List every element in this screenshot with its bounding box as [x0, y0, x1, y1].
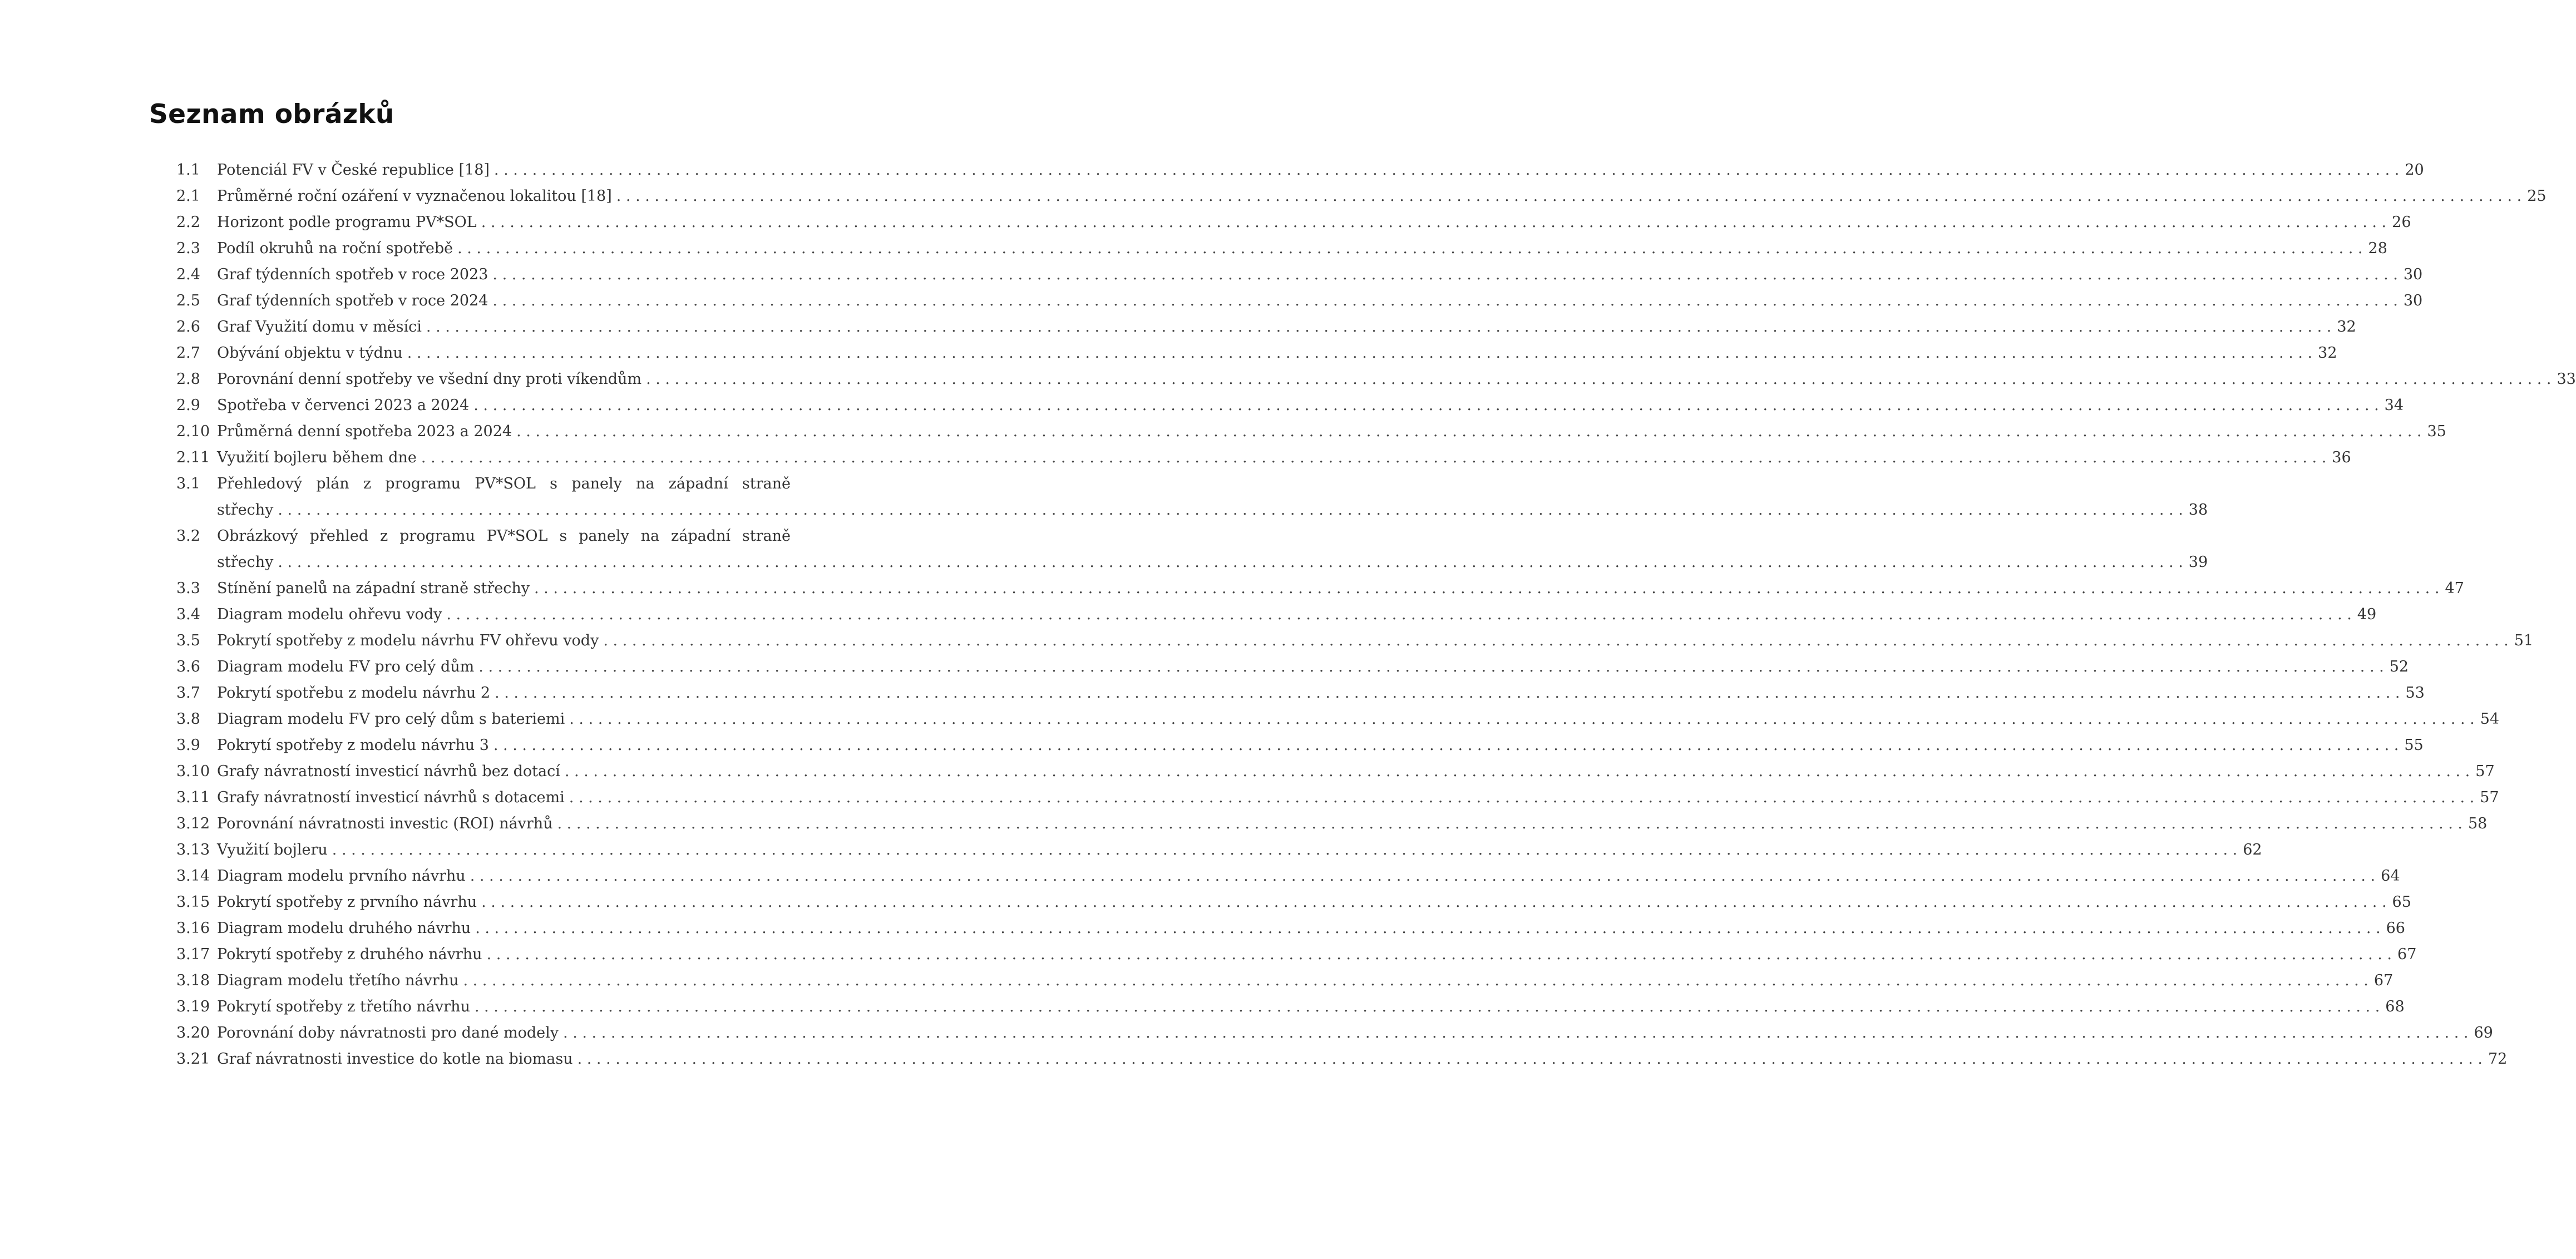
list-of-figures — [176, 157, 2576, 1072]
dot-leader: . . . . . . . . . . . . . . . . . . . . . . . . . . . . . . . . . . . . . . . . . . . . . . . . . . . . . . . . . . . . . . . . . . . . . . . . . . . . . . . . . . . . . . . . . . . . . . . . . . . . . . . . . . . . . . . . . . . . . . . . . . . . . . . . . . . . . . . . . . . . . . . . . . . . . . . . . . . . . . . . . . . . . . . . . . . . . . . . . . . . . . . . . . . . . . . . . . . . . . . . — [278, 501, 2183, 519]
page-number[interactable]: 67 — [2373, 972, 2394, 989]
figure-number: 3.2 — [176, 527, 200, 545]
dot-leader: . . . . . . . . . . . . . . . . . . . . . . . . . . . . . . . . . . . . . . . . . . . . . . . . . . . . . . . . . . . . . . . . . . . . . . . . . . . . . . . . . . . . . . . . . . . . . . . . . . . . . . . . . . . . . . . . . . . . . . . . . . . . . . . . . . . . . . . . . . . . . . . . . . . . . . . . . . . . . . . . . . . . . . . . . . . . . . . . . . . . . . . . . . . . . . . . . . . . . . . . — [463, 972, 2368, 989]
page-number[interactable]: 62 — [2243, 841, 2262, 858]
figure-title[interactable]: Pokrytí spotřeby z druhého návrhu — [217, 946, 482, 963]
toc-entry[interactable] — [176, 941, 2417, 967]
figure-number: 2.5 — [176, 292, 200, 309]
toc-entry-line — [176, 418, 2446, 445]
toc-entry-line — [176, 497, 2208, 523]
toc-entry-line — [176, 863, 2400, 889]
figure-title[interactable]: Graf týdenních spotřeb v roce 2024 — [217, 292, 488, 309]
figure-title[interactable]: Podíl okruhů na roční spotřebě — [217, 240, 453, 257]
toc-entry-line — [176, 941, 2417, 967]
toc-entry-line — [176, 784, 2499, 811]
figure-title-continuation[interactable]: střechy — [217, 554, 274, 571]
toc-entry-line — [176, 261, 2423, 288]
figure-number: 3.15 — [176, 893, 210, 911]
dot-leader: . . . . . . . . . . . . . . . . . . . . . . . . . . . . . . . . . . . . . . . . . . . . . . . . . . . . . . . . . . . . . . . . . . . . . . . . . . . . . . . . . . . . . . . . . . . . . . . . . . . . . . . . . . . . . . . . . . . . . . . . . . . . . . . . . . . . . . . . . . . . . . . . . . . . . . . . . . . . . . . . . . . . . . . . . . . . . . . . . . . . . . . . . . . . . . . . . . . . . . . . — [492, 266, 2398, 283]
dot-leader: . . . . . . . . . . . . . . . . . . . . . . . . . . . . . . . . . . . . . . . . . . . . . . . . . . . . . . . . . . . . . . . . . . . . . . . . . . . . . . . . . . . . . . . . . . . . . . . . . . . . . . . . . . . . . . . . . . . . . . . . . . . . . . . . . . . . . . . . . . . . . . . . . . . . . . . . . . . . . . . . . . . . . . . . . . . . . . . . . . . . . . . . . . . . . . . . . . . . . . . . — [616, 187, 2522, 205]
toc-entry-line — [176, 732, 2424, 758]
figure-number: 2.4 — [176, 266, 200, 283]
toc-entry[interactable] — [176, 340, 2337, 366]
toc-entry[interactable] — [176, 1020, 2493, 1046]
figure-title[interactable]: Spotřeba v červenci 2023 a 2024 — [217, 397, 470, 414]
figure-title[interactable]: Stínění panelů na západní straně střechy — [217, 580, 530, 597]
toc-entry[interactable] — [176, 915, 2405, 941]
toc-entry-line — [176, 1046, 2508, 1072]
page-number[interactable]: 20 — [2405, 161, 2424, 179]
toc-entry[interactable] — [176, 811, 2488, 837]
toc-entry-line — [176, 209, 2411, 235]
toc-entry[interactable] — [176, 1046, 2508, 1072]
page-number[interactable]: 39 — [2188, 554, 2208, 571]
toc-entry-line — [176, 392, 2404, 418]
figure-number: 2.3 — [176, 240, 200, 257]
figure-title[interactable]: Graf Využití domu v měsíci — [217, 318, 422, 335]
page-number[interactable]: 65 — [2392, 893, 2411, 911]
figure-title[interactable]: Využití bojleru — [217, 841, 328, 858]
page-title: Seznam obrázků — [149, 99, 394, 130]
toc-entry[interactable] — [176, 967, 2394, 994]
toc-entry-line — [176, 314, 2356, 340]
toc-entry[interactable] — [176, 523, 2208, 575]
toc-entry[interactable] — [176, 314, 2356, 340]
dot-leader: . . . . . . . . . . . . . . . . . . . . . . . . . . . . . . . . . . . . . . . . . . . . . . . . . . . . . . . . . . . . . . . . . . . . . . . . . . . . . . . . . . . . . . . . . . . . . . . . . . . . . . . . . . . . . . . . . . . . . . . . . . . . . . . . . . . . . . . . . . . . . . . . . . . . . . . . . . . . . . . . . . . . . . . . . . . . . . . . . . . . . . . . . . . . . . . . . . . . . . . . — [569, 710, 2475, 728]
figure-number: 3.5 — [176, 632, 200, 649]
toc-entry[interactable] — [176, 628, 2534, 654]
dot-leader: . . . . . . . . . . . . . . . . . . . . . . . . . . . . . . . . . . . . . . . . . . . . . . . . . . . . . . . . . . . . . . . . . . . . . . . . . . . . . . . . . . . . . . . . . . . . . . . . . . . . . . . . . . . . . . . . . . . . . . . . . . . . . . . . . . . . . . . . . . . . . . . . . . . . . . . . . . . . . . . . . . . . . . . . . . . . . . . . . . . . . . . . . . . . . . . . . . . . . . . . — [493, 737, 2399, 754]
page-number[interactable]: 33 — [2557, 371, 2576, 388]
toc-entry[interactable] — [176, 784, 2499, 811]
dot-leader: . . . . . . . . . . . . . . . . . . . . . . . . . . . . . . . . . . . . . . . . . . . . . . . . . . . . . . . . . . . . . . . . . . . . . . . . . . . . . . . . . . . . . . . . . . . . . . . . . . . . . . . . . . . . . . . . . . . . . . . . . . . . . . . . . . . . . . . . . . . . . . . . . . . . . . . . . . . . . . . . . . . . . . . . . . . . . . . . . . . . . . . . . . . . . . . . . . . . . . . . — [421, 449, 2327, 466]
page-number[interactable]: 66 — [2386, 920, 2405, 937]
toc-entry[interactable] — [176, 706, 2500, 732]
toc-entry[interactable] — [176, 288, 2423, 314]
toc-entry-line — [176, 994, 2405, 1020]
figure-number: 3.19 — [176, 998, 210, 1015]
figure-number: 3.21 — [176, 1050, 210, 1068]
toc-entry[interactable] — [176, 261, 2423, 288]
page-number[interactable]: 51 — [2514, 632, 2534, 649]
toc-entry-line — [176, 157, 2424, 183]
dot-leader: . . . . . . . . . . . . . . . . . . . . . . . . . . . . . . . . . . . . . . . . . . . . . . . . . . . . . . . . . . . . . . . . . . . . . . . . . . . . . . . . . . . . . . . . . . . . . . . . . . . . . . . . . . . . . . . . . . . . . . . . . . . . . . . . . . . . . . . . . . . . . . . . . . . . . . . . . . . . . . . . . . . . . . . . . . . . . . . . . . . . . . . . . . . . . . . . . . . . . . . . — [457, 240, 2363, 257]
toc-entry[interactable] — [176, 471, 2208, 523]
figure-number: 3.18 — [176, 972, 210, 989]
page-number[interactable]: 38 — [2188, 501, 2208, 519]
figure-title[interactable]: Pokrytí spotřeby z třetího návrhu — [217, 998, 470, 1015]
dot-leader: . . . . . . . . . . . . . . . . . . . . . . . . . . . . . . . . . . . . . . . . . . . . . . . . . . . . . . . . . . . . . . . . . . . . . . . . . . . . . . . . . . . . . . . . . . . . . . . . . . . . . . . . . . . . . . . . . . . . . . . . . . . . . . . . . . . . . . . . . . . . . . . . . . . . . . . . . . . . . . . . . . . . . . . . . . . . . . . . . . . . . . . . . . . . . . . . . . . . . . . . — [577, 1050, 2483, 1068]
toc-entry[interactable] — [176, 157, 2424, 183]
toc-entry-line — [176, 837, 2262, 863]
dot-leader: . . . . . . . . . . . . . . . . . . . . . . . . . . . . . . . . . . . . . . . . . . . . . . . . . . . . . . . . . . . . . . . . . . . . . . . . . . . . . . . . . . . . . . . . . . . . . . . . . . . . . . . . . . . . . . . . . . . . . . . . . . . . . . . . . . . . . . . . . . . . . . . . . . . . . . . . . . . . . . . . . . . . . . . . . . . . . . . . . . . . . . . . . . . . . . . . . . . . . . . . — [473, 397, 2379, 414]
page-number[interactable]: 25 — [2527, 187, 2547, 205]
dot-leader: . . . . . . . . . . . . . . . . . . . . . . . . . . . . . . . . . . . . . . . . . . . . . . . . . . . . . . . . . . . . . . . . . . . . . . . . . . . . . . . . . . . . . . . . . . . . . . . . . . . . . . . . . . . . . . . . . . . . . . . . . . . . . . . . . . . . . . . . . . . . . . . . . . . . . . . . . . . . . . . . . . . . . . . . . . . . . . . . . . . . . . . . . . . . . . . . . . . . . . . . — [470, 867, 2376, 885]
figure-number: 2.2 — [176, 214, 200, 231]
toc-entry[interactable] — [176, 366, 2576, 392]
toc-entry-line — [176, 471, 791, 497]
toc-entry-line — [176, 915, 2405, 941]
page-number[interactable]: 53 — [2405, 684, 2425, 702]
figure-title[interactable]: Porovnání denní spotřeby ve všední dny proti víkendům — [217, 371, 642, 388]
figure-title[interactable]: Grafy návratností investicí návrhů s dotacemi — [217, 789, 565, 806]
toc-entry-line — [176, 523, 791, 549]
figure-number: 2.10 — [176, 423, 210, 440]
page-number[interactable]: 54 — [2480, 710, 2500, 728]
toc-entry-line — [176, 575, 2464, 601]
page-number[interactable]: 36 — [2332, 449, 2351, 466]
toc-entry-line — [176, 967, 2394, 994]
figure-number: 3.3 — [176, 580, 200, 597]
figure-number: 3.9 — [176, 737, 200, 754]
toc-entry[interactable] — [176, 183, 2547, 209]
toc-entry[interactable] — [176, 863, 2400, 889]
figure-title[interactable]: Porovnání doby návratnosti pro dané modely — [217, 1024, 559, 1041]
toc-entry-line — [176, 183, 2547, 209]
toc-entry[interactable] — [176, 994, 2405, 1020]
figure-title[interactable]: Horizont podle programu PV*SOL — [217, 214, 477, 231]
toc-entry-line — [176, 628, 2534, 654]
toc-entry[interactable] — [176, 654, 2409, 680]
page-number[interactable]: 72 — [2488, 1050, 2508, 1068]
page-number[interactable]: 55 — [2404, 737, 2424, 754]
figure-number: 2.9 — [176, 397, 200, 414]
dot-leader: . . . . . . . . . . . . . . . . . . . . . . . . . . . . . . . . . . . . . . . . . . . . . . . . . . . . . . . . . . . . . . . . . . . . . . . . . . . . . . . . . . . . . . . . . . . . . . . . . . . . . . . . . . . . . . . . . . . . . . . . . . . . . . . . . . . . . . . . . . . . . . . . . . . . . . . . . . . . . . . . . . . . . . . . . . . . . . . . . . . . . . . . . . . . . . . . . . . . . . . . — [569, 789, 2475, 806]
toc-entry-line — [176, 758, 2495, 784]
page-number[interactable]: 34 — [2384, 397, 2404, 414]
toc-entry[interactable] — [176, 418, 2446, 445]
toc-entry-line — [176, 549, 2208, 575]
figure-number: 3.7 — [176, 684, 200, 702]
toc-entry[interactable] — [176, 680, 2425, 706]
figure-number: 3.6 — [176, 658, 200, 675]
toc-entry-line — [176, 288, 2423, 314]
dot-leader: . . . . . . . . . . . . . . . . . . . . . . . . . . . . . . . . . . . . . . . . . . . . . . . . . . . . . . . . . . . . . . . . . . . . . . . . . . . . . . . . . . . . . . . . . . . . . . . . . . . . . . . . . . . . . . . . . . . . . . . . . . . . . . . . . . . . . . . . . . . . . . . . . . . . . . . . . . . . . . . . . . . . . . . . . . . . . . . . . . . . . . . . . . . . . . . . . . . . . . . . — [486, 946, 2392, 963]
figure-number: 3.10 — [176, 763, 210, 780]
figure-title[interactable]: Graf týdenních spotřeb v roce 2023 — [217, 266, 488, 283]
dot-leader: . . . . . . . . . . . . . . . . . . . . . . . . . . . . . . . . . . . . . . . . . . . . . . . . . . . . . . . . . . . . . . . . . . . . . . . . . . . . . . . . . . . . . . . . . . . . . . . . . . . . . . . . . . . . . . . . . . . . . . . . . . . . . . . . . . . . . . . . . . . . . . . . . . . . . . . . . . . . . . . . . . . . . . . . . . . . . . . . . . . . . . . . . . . . . . . . . . . . . . . . — [494, 161, 2400, 179]
page-number[interactable]: 58 — [2468, 815, 2488, 832]
figure-number: 3.12 — [176, 815, 210, 832]
page-number[interactable]: 32 — [2337, 318, 2356, 335]
figure-number: 3.4 — [176, 606, 200, 623]
figure-title[interactable]: Obrázkový přehled z programu PV*SOL s panely na západní straně — [217, 527, 791, 545]
dot-leader: . . . . . . . . . . . . . . . . . . . . . . . . . . . . . . . . . . . . . . . . . . . . . . . . . . . . . . . . . . . . . . . . . . . . . . . . . . . . . . . . . . . . . . . . . . . . . . . . . . . . . . . . . . . . . . . . . . . . . . . . . . . . . . . . . . . . . . . . . . . . . . . . . . . . . . . . . . . . . . . . . . . . . . . . . . . . . . . . . . . . . . . . . . . . . . . . . . . . . . . . — [446, 606, 2352, 623]
toc-entry[interactable] — [176, 837, 2262, 863]
figure-title[interactable]: Průměrné roční ozáření v vyznačenou lokalitou [18] — [217, 187, 612, 205]
page-number[interactable]: 52 — [2389, 658, 2409, 675]
toc-entry[interactable] — [176, 732, 2424, 758]
toc-entry[interactable] — [176, 209, 2411, 235]
figure-title[interactable]: Diagram modelu FV pro celý dům s bateriemi — [217, 710, 565, 728]
page-number[interactable]: 57 — [2480, 789, 2499, 806]
dot-leader: . . . . . . . . . . . . . . . . . . . . . . . . . . . . . . . . . . . . . . . . . . . . . . . . . . . . . . . . . . . . . . . . . . . . . . . . . . . . . . . . . . . . . . . . . . . . . . . . . . . . . . . . . . . . . . . . . . . . . . . . . . . . . . . . . . . . . . . . . . . . . . . . . . . . . . . . . . . . . . . . . . . . . . . . . . . . . . . . . . . . . . . . . . . . . . . . . . . . . . . . — [481, 214, 2387, 231]
page-number[interactable]: 32 — [2318, 344, 2337, 362]
toc-entry-line — [176, 680, 2425, 706]
page-number[interactable]: 30 — [2403, 292, 2423, 309]
figure-title[interactable]: Pokrytí spotřeby z modelu návrhu FV ohřevu vody — [217, 632, 599, 649]
figure-title[interactable]: Diagram modelu FV pro celý dům — [217, 658, 475, 675]
figure-number: 3.11 — [176, 789, 210, 806]
page-number[interactable]: 47 — [2445, 580, 2464, 597]
toc-entry-line — [176, 811, 2488, 837]
toc-entry-line — [176, 445, 2351, 471]
toc-entry-line — [176, 1020, 2493, 1046]
figure-title[interactable]: Pokrytí spotřeby z modelu návrhu 3 — [217, 737, 489, 754]
toc-entry[interactable] — [176, 392, 2404, 418]
dot-leader: . . . . . . . . . . . . . . . . . . . . . . . . . . . . . . . . . . . . . . . . . . . . . . . . . . . . . . . . . . . . . . . . . . . . . . . . . . . . . . . . . . . . . . . . . . . . . . . . . . . . . . . . . . . . . . . . . . . . . . . . . . . . . . . . . . . . . . . . . . . . . . . . . . . . . . . . . . . . . . . . . . . . . . . . . . . . . . . . . . . . . . . . . . . . . . . . . . . . . . . . — [495, 684, 2400, 702]
dot-leader: . . . . . . . . . . . . . . . . . . . . . . . . . . . . . . . . . . . . . . . . . . . . . . . . . . . . . . . . . . . . . . . . . . . . . . . . . . . . . . . . . . . . . . . . . . . . . . . . . . . . . . . . . . . . . . . . . . . . . . . . . . . . . . . . . . . . . . . . . . . . . . . . . . . . . . . . . . . . . . . . . . . . . . . . . . . . . . . . . . . . . . . . . . . . . . . . . . . . . . . . — [564, 763, 2470, 780]
dot-leader: . . . . . . . . . . . . . . . . . . . . . . . . . . . . . . . . . . . . . . . . . . . . . . . . . . . . . . . . . . . . . . . . . . . . . . . . . . . . . . . . . . . . . . . . . . . . . . . . . . . . . . . . . . . . . . . . . . . . . . . . . . . . . . . . . . . . . . . . . . . . . . . . . . . . . . . . . . . . . . . . . . . . . . . . . . . . . . . . . . . . . . . . . . . . . . . . . . . . . . . . — [534, 580, 2440, 597]
dot-leader: . . . . . . . . . . . . . . . . . . . . . . . . . . . . . . . . . . . . . . . . . . . . . . . . . . . . . . . . . . . . . . . . . . . . . . . . . . . . . . . . . . . . . . . . . . . . . . . . . . . . . . . . . . . . . . . . . . . . . . . . . . . . . . . . . . . . . . . . . . . . . . . . . . . . . . . . . . . . . . . . . . . . . . . . . . . . . . . . . . . . . . . . . . . . . . . . . . . . . . . . — [516, 423, 2422, 440]
figure-number: 3.13 — [176, 841, 210, 858]
toc-entry-line — [176, 654, 2409, 680]
figure-title[interactable]: Diagram modelu ohřevu vody — [217, 606, 442, 623]
page-number[interactable]: 69 — [2474, 1024, 2493, 1041]
toc-entry[interactable] — [176, 758, 2495, 784]
page-number[interactable]: 67 — [2397, 946, 2417, 963]
toc-entry-line — [176, 706, 2500, 732]
dot-leader: . . . . . . . . . . . . . . . . . . . . . . . . . . . . . . . . . . . . . . . . . . . . . . . . . . . . . . . . . . . . . . . . . . . . . . . . . . . . . . . . . . . . . . . . . . . . . . . . . . . . . . . . . . . . . . . . . . . . . . . . . . . . . . . . . . . . . . . . . . . . . . . . . . . . . . . . . . . . . . . . . . . . . . . . . . . . . . . . . . . . . . . . . . . . . . . . . . . . . . . . — [603, 632, 2509, 649]
figure-title[interactable]: Grafy návratností investicí návrhů bez dotací — [217, 763, 560, 780]
page-number[interactable]: 35 — [2427, 423, 2446, 440]
toc-entry-line — [176, 366, 2576, 392]
figure-title[interactable]: Obývání objektu v týdnu — [217, 344, 403, 362]
figure-title[interactable]: Diagram modelu třetího návrhu — [217, 972, 459, 989]
figure-title[interactable]: Pokrytí spotřeby z prvního návrhu — [217, 893, 477, 911]
toc-entry-line — [176, 601, 2377, 628]
dot-leader: . . . . . . . . . . . . . . . . . . . . . . . . . . . . . . . . . . . . . . . . . . . . . . . . . . . . . . . . . . . . . . . . . . . . . . . . . . . . . . . . . . . . . . . . . . . . . . . . . . . . . . . . . . . . . . . . . . . . . . . . . . . . . . . . . . . . . . . . . . . . . . . . . . . . . . . . . . . . . . . . . . . . . . . . . . . . . . . . . . . . . . . . . . . . . . . . . . . . . . . . — [332, 841, 2238, 858]
dot-leader: . . . . . . . . . . . . . . . . . . . . . . . . . . . . . . . . . . . . . . . . . . . . . . . . . . . . . . . . . . . . . . . . . . . . . . . . . . . . . . . . . . . . . . . . . . . . . . . . . . . . . . . . . . . . . . . . . . . . . . . . . . . . . . . . . . . . . . . . . . . . . . . . . . . . . . . . . . . . . . . . . . . . . . . . . . . . . . . . . . . . . . . . . . . . . . . . . . . . . . . . — [481, 893, 2387, 911]
figure-number: 2.7 — [176, 344, 200, 362]
figure-number: 3.8 — [176, 710, 200, 728]
figure-title[interactable]: Porovnání návratnosti investic (ROI) návrhů — [217, 815, 553, 832]
dot-leader: . . . . . . . . . . . . . . . . . . . . . . . . . . . . . . . . . . . . . . . . . . . . . . . . . . . . . . . . . . . . . . . . . . . . . . . . . . . . . . . . . . . . . . . . . . . . . . . . . . . . . . . . . . . . . . . . . . . . . . . . . . . . . . . . . . . . . . . . . . . . . . . . . . . . . . . . . . . . . . . . . . . . . . . . . . . . . . . . . . . . . . . . . . . . . . . . . . . . . . . . — [492, 292, 2398, 309]
toc-entry-line — [176, 889, 2411, 915]
dot-leader: . . . . . . . . . . . . . . . . . . . . . . . . . . . . . . . . . . . . . . . . . . . . . . . . . . . . . . . . . . . . . . . . . . . . . . . . . . . . . . . . . . . . . . . . . . . . . . . . . . . . . . . . . . . . . . . . . . . . . . . . . . . . . . . . . . . . . . . . . . . . . . . . . . . . . . . . . . . . . . . . . . . . . . . . . . . . . . . . . . . . . . . . . . . . . . . . . . . . . . . . — [407, 344, 2313, 362]
dot-leader: . . . . . . . . . . . . . . . . . . . . . . . . . . . . . . . . . . . . . . . . . . . . . . . . . . . . . . . . . . . . . . . . . . . . . . . . . . . . . . . . . . . . . . . . . . . . . . . . . . . . . . . . . . . . . . . . . . . . . . . . . . . . . . . . . . . . . . . . . . . . . . . . . . . . . . . . . . . . . . . . . . . . . . . . . . . . . . . . . . . . . . . . . . . . . . . . . . . . . . . . — [278, 554, 2183, 571]
page-number[interactable]: 28 — [2368, 240, 2387, 257]
figure-number: 2.11 — [176, 449, 210, 466]
toc-entry-line — [176, 340, 2337, 366]
figure-title[interactable]: Diagram modelu druhého návrhu — [217, 920, 471, 937]
figure-number: 3.14 — [176, 867, 210, 885]
page-number[interactable]: 68 — [2385, 998, 2405, 1015]
figure-title[interactable]: Využití bojleru během dne — [217, 449, 417, 466]
page-number[interactable]: 49 — [2357, 606, 2377, 623]
figure-number: 3.16 — [176, 920, 210, 937]
dot-leader: . . . . . . . . . . . . . . . . . . . . . . . . . . . . . . . . . . . . . . . . . . . . . . . . . . . . . . . . . . . . . . . . . . . . . . . . . . . . . . . . . . . . . . . . . . . . . . . . . . . . . . . . . . . . . . . . . . . . . . . . . . . . . . . . . . . . . . . . . . . . . . . . . . . . . . . . . . . . . . . . . . . . . . . . . . . . . . . . . . . . . . . . . . . . . . . . . . . . . . . . — [563, 1024, 2469, 1041]
toc-entry[interactable] — [176, 889, 2411, 915]
dot-leader: . . . . . . . . . . . . . . . . . . . . . . . . . . . . . . . . . . . . . . . . . . . . . . . . . . . . . . . . . . . . . . . . . . . . . . . . . . . . . . . . . . . . . . . . . . . . . . . . . . . . . . . . . . . . . . . . . . . . . . . . . . . . . . . . . . . . . . . . . . . . . . . . . . . . . . . . . . . . . . . . . . . . . . . . . . . . . . . . . . . . . . . . . . . . . . . . . . . . . . . . — [475, 920, 2381, 937]
figure-number: 2.1 — [176, 187, 200, 205]
figure-title[interactable]: Graf návratnosti investice do kotle na biomasu — [217, 1050, 573, 1068]
toc-entry[interactable] — [176, 601, 2377, 628]
figure-number: 3.1 — [176, 475, 200, 492]
figure-title[interactable]: Potenciál FV v České republice [18] — [217, 161, 490, 179]
figure-number: 3.17 — [176, 946, 210, 963]
page-number[interactable]: 26 — [2392, 214, 2411, 231]
dot-leader: . . . . . . . . . . . . . . . . . . . . . . . . . . . . . . . . . . . . . . . . . . . . . . . . . . . . . . . . . . . . . . . . . . . . . . . . . . . . . . . . . . . . . . . . . . . . . . . . . . . . . . . . . . . . . . . . . . . . . . . . . . . . . . . . . . . . . . . . . . . . . . . . . . . . . . . . . . . . . . . . . . . . . . . . . . . . . . . . . . . . . . . . . . . . . . . . . . . . . . . . — [646, 371, 2552, 388]
figure-number: 2.6 — [176, 318, 200, 335]
figure-title[interactable]: Pokrytí spotřebu z modelu návrhu 2 — [217, 684, 491, 702]
toc-entry[interactable] — [176, 235, 2387, 261]
page-number[interactable]: 30 — [2403, 266, 2423, 283]
figure-title-continuation[interactable]: střechy — [217, 501, 274, 519]
figure-title[interactable]: Přehledový plán z programu PV*SOL s panely na západní straně — [217, 475, 791, 492]
figure-title[interactable]: Diagram modelu prvního návrhu — [217, 867, 466, 885]
figure-number: 3.20 — [176, 1024, 210, 1041]
toc-entry[interactable] — [176, 575, 2464, 601]
page-number[interactable]: 57 — [2475, 763, 2495, 780]
figure-title[interactable]: Průměrná denní spotřeba 2023 a 2024 — [217, 423, 512, 440]
toc-entry[interactable] — [176, 445, 2351, 471]
dot-leader: . . . . . . . . . . . . . . . . . . . . . . . . . . . . . . . . . . . . . . . . . . . . . . . . . . . . . . . . . . . . . . . . . . . . . . . . . . . . . . . . . . . . . . . . . . . . . . . . . . . . . . . . . . . . . . . . . . . . . . . . . . . . . . . . . . . . . . . . . . . . . . . . . . . . . . . . . . . . . . . . . . . . . . . . . . . . . . . . . . . . . . . . . . . . . . . . . . . . . . . . — [557, 815, 2463, 832]
dot-leader: . . . . . . . . . . . . . . . . . . . . . . . . . . . . . . . . . . . . . . . . . . . . . . . . . . . . . . . . . . . . . . . . . . . . . . . . . . . . . . . . . . . . . . . . . . . . . . . . . . . . . . . . . . . . . . . . . . . . . . . . . . . . . . . . . . . . . . . . . . . . . . . . . . . . . . . . . . . . . . . . . . . . . . . . . . . . . . . . . . . . . . . . . . . . . . . . . . . . . . . . — [478, 658, 2384, 675]
toc-entry-line — [176, 235, 2387, 261]
dot-leader: . . . . . . . . . . . . . . . . . . . . . . . . . . . . . . . . . . . . . . . . . . . . . . . . . . . . . . . . . . . . . . . . . . . . . . . . . . . . . . . . . . . . . . . . . . . . . . . . . . . . . . . . . . . . . . . . . . . . . . . . . . . . . . . . . . . . . . . . . . . . . . . . . . . . . . . . . . . . . . . . . . . . . . . . . . . . . . . . . . . . . . . . . . . . . . . . . . . . . . . . — [426, 318, 2332, 335]
dot-leader: . . . . . . . . . . . . . . . . . . . . . . . . . . . . . . . . . . . . . . . . . . . . . . . . . . . . . . . . . . . . . . . . . . . . . . . . . . . . . . . . . . . . . . . . . . . . . . . . . . . . . . . . . . . . . . . . . . . . . . . . . . . . . . . . . . . . . . . . . . . . . . . . . . . . . . . . . . . . . . . . . . . . . . . . . . . . . . . . . . . . . . . . . . . . . . . . . . . . . . . . — [474, 998, 2380, 1015]
figure-number: 2.8 — [176, 371, 200, 388]
page-number[interactable]: 64 — [2381, 867, 2400, 885]
figure-number: 1.1 — [176, 161, 200, 179]
